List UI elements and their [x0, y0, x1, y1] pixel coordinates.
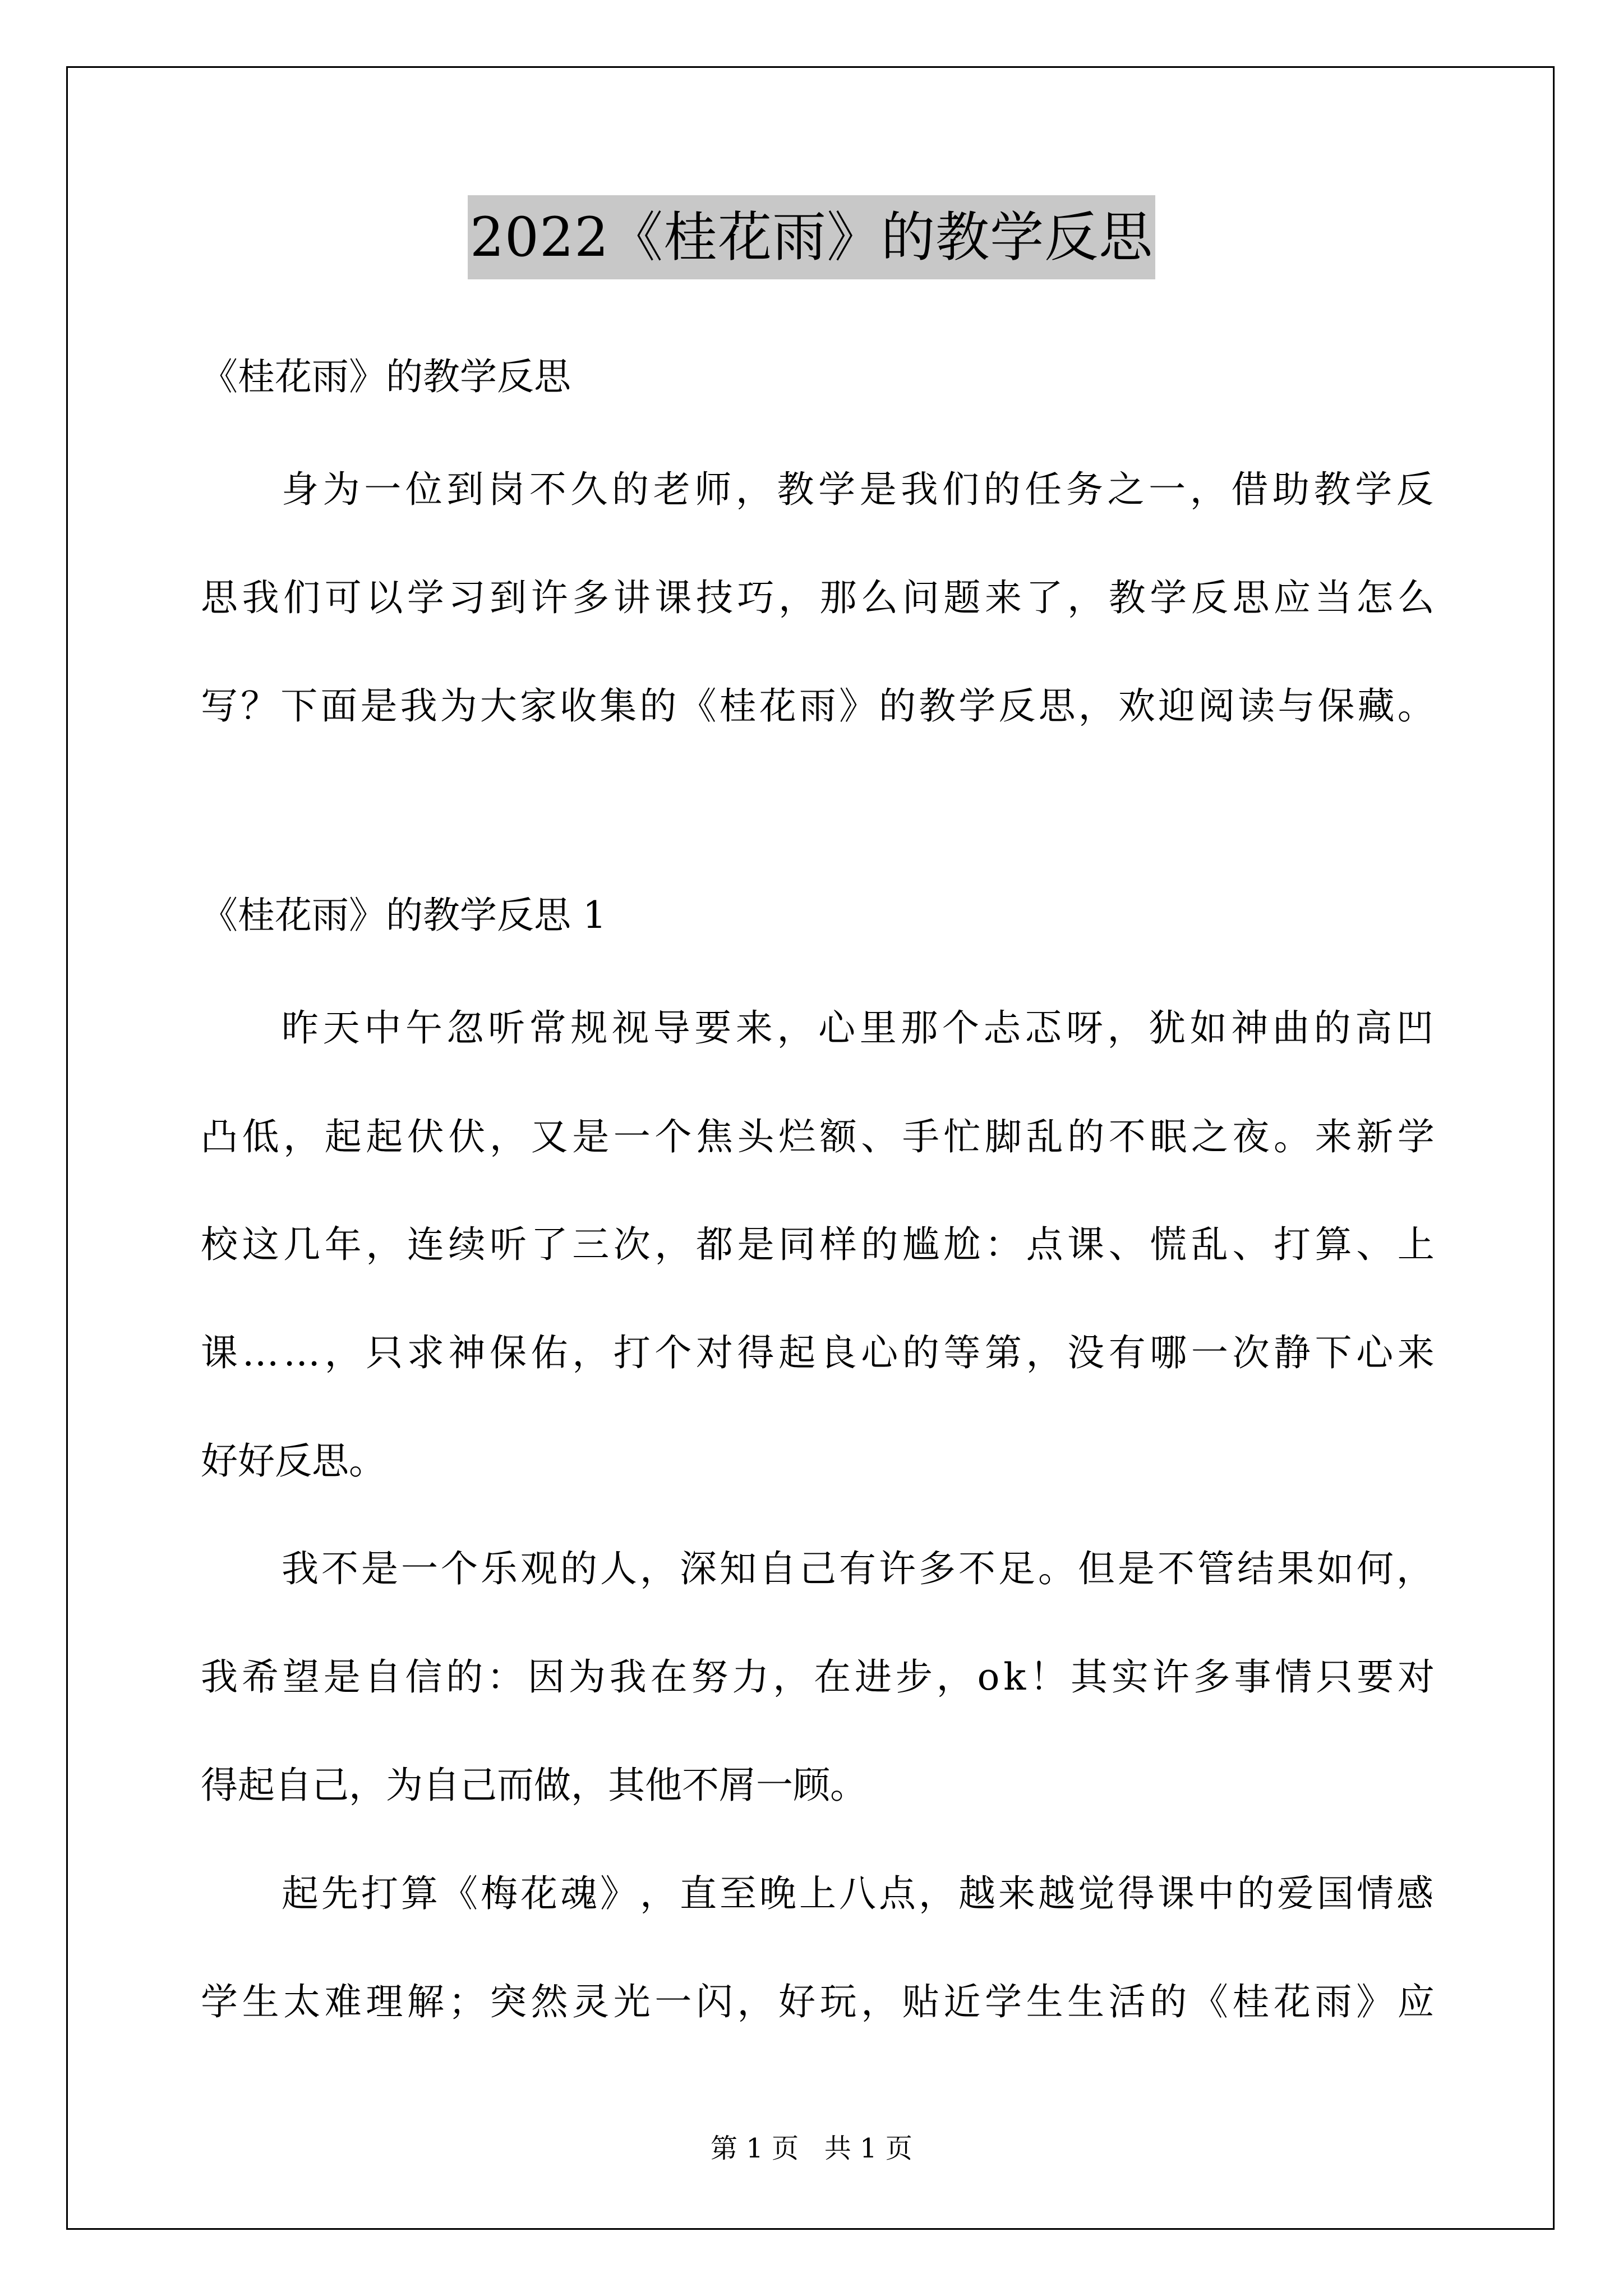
paragraph2-line-1: 我 不 是 一 个 乐 观 的 人 ， 深 知 自 己 有 许 多 不 足 。 但 是 不 管 结 果 如 何 ， [282, 1547, 1433, 1590]
document-title: 2022《桂花雨》的教学反思 [468, 195, 1155, 279]
paragraph1-line-3: 校 这 几 年 ， 连 续 听 了 三 次 ， 都 是 同 样 的 尴 尬 ： 点 课 、 慌 乱 、 打 算 、 上 [201, 1223, 1435, 1266]
page-footer: 第 1 页 共 1 页 [711, 2133, 912, 2164]
subtitle: 《桂花雨》的教学反思 [201, 355, 571, 398]
paragraph1-line-1: 昨 天 中 午 忽 听 常 规 视 导 要 来 ， 心 里 那 个 忐 忑 呀 ， 犹 如 神 曲 的 高 凹 [282, 1006, 1433, 1050]
intro-line-2: 思 我 们 可 以 学 习 到 许 多 讲 课 技 巧 ， 那 么 问 题 来 了 ， 教 学 反 思 应 当 怎 么 [201, 576, 1435, 619]
paragraph1-line-5: 好好反思。 [201, 1439, 386, 1483]
paragraph2-line-2: 我 希 望 是 自 信 的 ： 因 为 我 在 努 力 ， 在 进 步 ， o k ！ 其 实 许 多 事 情 只 要 对 [201, 1655, 1435, 1699]
paragraph3-line-1: 起 先 打 算 《 梅 花 魂 》 ， 直 至 晚 上 八 点 ， 越 来 越 觉 得 课 中 的 爱 国 情 感 [282, 1872, 1433, 1915]
section-heading: 《桂花雨》的教学反思 1 [201, 894, 606, 937]
paragraph2-line-3: 得起自己，为自己而做，其他不屑一顾。 [201, 1764, 867, 1807]
intro-line-3: 写 ？ 下 面 是 我 为 大 家 收 集 的 《 桂 花 雨 》 的 教 学 反 思 ， 欢 迎 阅 读 与 保 藏 。 [201, 684, 1435, 728]
paragraph1-line-2: 凸 低 ， 起 起 伏 伏 ， 又 是 一 个 焦 头 烂 额 、 手 忙 脚 乱 的 不 眠 之 夜 。 来 新 学 [201, 1115, 1435, 1158]
intro-line-1: 身 为 一 位 到 岗 不 久 的 老 师 ， 教 学 是 我 们 的 任 务 之 一 ， 借 助 教 学 反 [282, 468, 1433, 511]
paragraph1-line-4: 课 … … ， 只 求 神 保 佑 ， 打 个 对 得 起 良 心 的 等 第 ， 没 有 哪 一 次 静 下 心 来 [201, 1331, 1435, 1374]
paragraph3-line-2: 学 生 太 难 理 解 ； 突 然 灵 光 一 闪 ， 好 玩 ， 贴 近 学 生 生 活 的 《 桂 花 雨 》 应 [201, 1980, 1435, 2023]
title-container [0, 195, 1623, 279]
